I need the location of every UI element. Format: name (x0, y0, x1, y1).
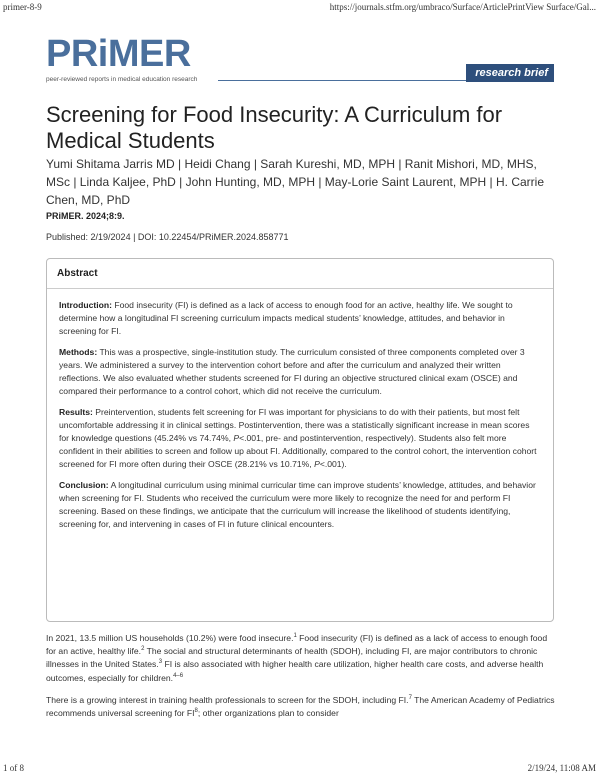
reference-link[interactable]: 4–6 (173, 672, 184, 679)
abstract-methods-label: Methods: (59, 347, 98, 357)
abstract-conclusion-text: A longitudinal curriculum using minimal curricular time can improve students’ knowledge, attitudes, and behavior when screening for FI. Students who received the curriculum were more likely to recognize the need for and perform FI screening. Based on these findings, we anticipate that the curriculum will increase the likelihood of students identifying, screening for, and intervening in cases of FI in future clinical encounters. (59, 480, 536, 529)
reference-link[interactable]: 1 (293, 633, 297, 640)
article-title: Screening for Food Insecurity: A Curriculum for Medical Students (46, 102, 503, 153)
abstract-introduction-label: Introduction: (59, 300, 112, 310)
print-header (0, 0, 600, 14)
body-text-segment: Food insecurity (FI) is defined as a lack of access to enough food for an active, healthy life. (46, 633, 548, 657)
body-paragraph (46, 632, 556, 685)
print-footer (0, 760, 600, 776)
print-header-page-name: primer-8-9 (3, 2, 42, 12)
body-paragraph (46, 694, 556, 720)
abstract-results-text: <.001, pre- and postintervention, respectively). Students also felt more confident in their abilities to screen and follow up about FI. Additionally, compared to the control cohort, the intervention cohort screened for FI more often during their OSCE (28.21% vs 10.71%, (59, 433, 537, 469)
abstract-results-text: <.001). (319, 459, 347, 469)
primer-logo: PRiMER (46, 33, 191, 75)
abstract-methods-text: This was a prospective, single-institution study. The curriculum consisted of three components completed over 3 years. We administered a survey to the intervention cohort before and after the curriculum and analyzed their written reflections. We also evaluated whether students screened for FI during an objective structured clinical exam (OSCE) and compared their performance to a control cohort, which did not receive the curriculum. (59, 347, 525, 396)
abstract-introduction (59, 299, 541, 338)
body-text-segment: ; other organizations plan to consider (197, 708, 339, 719)
journal-tagline: peer-reviewed reports in medical education research (46, 76, 198, 83)
abstract-conclusion-label: Conclusion: (59, 480, 109, 490)
abstract-results-text: Preintervention, students felt screening for FI was important for physicians to do with their patients, but most felt uncomfortable addressing it in clinical settings. Postintervention, there was a statistically significant increase in mean scores for knowledge questions (45.24% vs 74.74%, (59, 407, 530, 443)
publication-info: Published: 2/19/2024 | DOI: 10.22454/PRiMER.2024.858771 (46, 232, 289, 242)
reference-link[interactable]: 8 (194, 708, 198, 715)
abstract-results (59, 406, 541, 471)
abstract-conclusion (59, 479, 541, 531)
abstract-introduction-text: Food insecurity (FI) is defined as a lack of access to enough food for an active, healthy life. We sought to determine how a longitudinal FI screening curriculum impacts medical students’ knowledge, attitudes, and behavior in screening for FI. (59, 300, 513, 336)
p-value-symbol: P (233, 433, 240, 443)
article-body (46, 632, 556, 729)
body-text-segment: There is a growing interest in training health professionals to screen for the SDOH, including FI. (46, 694, 409, 705)
body-text-segment: In 2021, 13.5 million US households (10.2%) were food insecure. (46, 633, 294, 643)
author-list: Yumi Shitama Jarris MD | Heidi Chang | Sarah Kureshi, MD, MPH | Ranit Mishori, MD, MHS, MSc | Linda Kaljee, PhD | John Hunting, MD, MPH | May-Lorie Saint Laurent, MPH | H. Carrie Chen, MD, PhD (46, 157, 544, 207)
body-text-segment: The American Academy of Pediatrics recommends universal screening for FI (46, 694, 555, 719)
article-type-badge: research brief (466, 64, 554, 82)
citation: PRiMER. 2024;8:9. (46, 211, 125, 221)
abstract-body (47, 289, 553, 531)
journal-masthead (46, 34, 554, 90)
masthead-divider (218, 80, 466, 81)
abstract-methods (59, 346, 541, 398)
p-value-symbol: P (314, 459, 320, 469)
abstract-panel (46, 258, 554, 622)
reference-link[interactable]: 3 (158, 659, 163, 666)
print-timestamp: 2/19/24, 11:08 AM (527, 763, 596, 773)
page-count: 1 of 8 (3, 763, 24, 773)
abstract-heading: Abstract (47, 259, 553, 289)
reference-link[interactable]: 7 (408, 694, 412, 701)
body-text-segment: The social and structural determinants of health (SDOH), including FI, are major contributors to chronic illnesses in the United States. (46, 646, 538, 670)
abstract-results-label: Results: (59, 407, 93, 417)
reference-link[interactable]: 2 (141, 646, 145, 653)
print-header-url: https://journals.stfm.org/umbraco/Surface/ArticlePrintView Surface/Gal... (329, 2, 596, 12)
body-text-segment: FI is also associated with higher health care utilization, higher health care costs, and adverse health outcomes, especially for children. (46, 659, 544, 683)
